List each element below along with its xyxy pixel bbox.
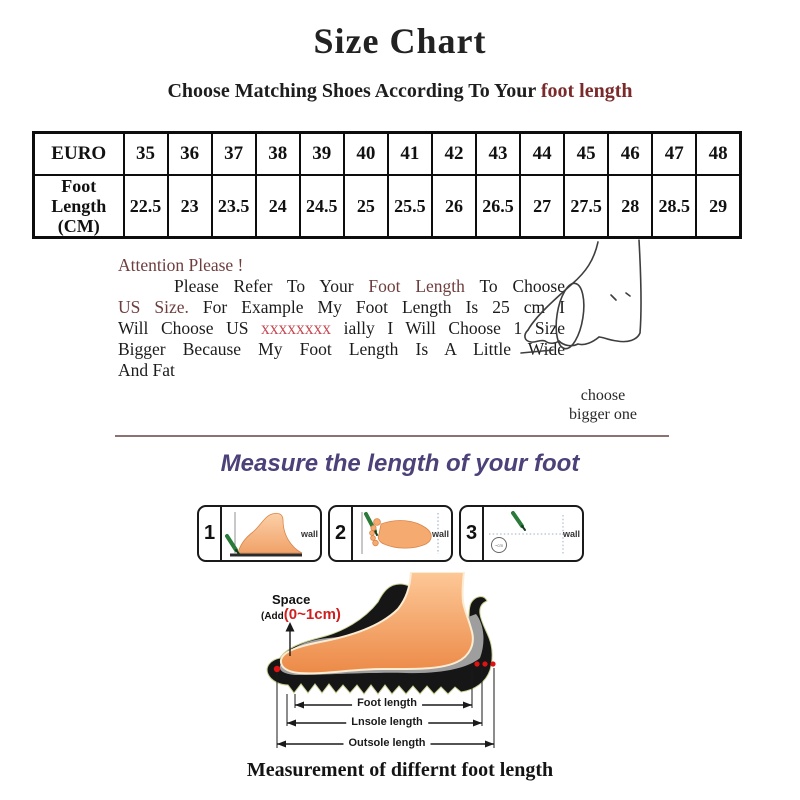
attention-line: [118, 360, 565, 381]
space-label: Space: [272, 592, 311, 607]
attention-line: [118, 297, 565, 318]
size-table: [32, 131, 742, 239]
step-panel-1: [197, 505, 322, 562]
sketch-note-line2: bigger one: [569, 406, 637, 423]
sketch-toes-line: [525, 330, 599, 346]
heel-dot: [474, 661, 479, 666]
attention-segment: Will Choose US: [118, 318, 262, 338]
toe-dot: [274, 666, 280, 672]
attention-segment: For Example My Foot Length Is 25 cm I: [188, 297, 566, 317]
size-cell: 48: [696, 133, 740, 176]
size-cell: 35: [124, 133, 168, 176]
attention-block: [118, 255, 565, 381]
sketch-note: [538, 386, 668, 424]
size-cell: 25.5: [388, 175, 432, 238]
space-add-label: [261, 606, 341, 624]
row-header: EURO: [34, 133, 124, 176]
side-foot-shape: [238, 513, 302, 553]
heel-dot: [482, 661, 487, 666]
size-cell: 46: [608, 133, 652, 176]
size-cell: 42: [432, 133, 476, 176]
size-cell: 24.5: [300, 175, 344, 238]
space-add-range: (0~1cm): [283, 606, 341, 623]
sketch-note-line1: choose: [580, 387, 626, 404]
insole-length-label: Lnsole length: [346, 716, 428, 728]
size-table-body: [34, 133, 741, 238]
attention-line: [118, 339, 565, 360]
size-cell: 43: [476, 133, 520, 176]
sketch-shin-line: [528, 242, 598, 330]
size-cell: 28: [608, 175, 652, 238]
size-cell: 45: [564, 133, 608, 176]
size-cell: 23: [168, 175, 212, 238]
size-cell: 23.5: [212, 175, 256, 238]
sketch-heel-line: [599, 240, 641, 342]
size-cell: 40: [344, 133, 388, 176]
attention-paragraph: [118, 276, 565, 381]
measure-steps-row: [197, 505, 584, 562]
attention-segment: Bigger Because My Foot Length Is A Little Wide: [118, 339, 565, 359]
outsole-length-label: Outsole length: [344, 737, 431, 749]
subtitle-highlight: foot length: [540, 80, 633, 102]
size-cell: 36: [168, 133, 212, 176]
sketch-callout-line: [521, 350, 553, 353]
size-cell: 29: [696, 175, 740, 238]
foot-length-label: Foot length: [352, 697, 422, 709]
size-cell: 41: [388, 133, 432, 176]
size-cell: 37: [212, 133, 256, 176]
attention-segment: ially I Will Choose 1 Size: [331, 318, 565, 338]
attention-segment: And Fat: [118, 360, 175, 380]
attention-segment: US Size.: [118, 297, 189, 317]
step-number: 1: [199, 507, 222, 560]
size-cell: 27: [520, 175, 564, 238]
attention-segment: Foot Length: [368, 276, 465, 296]
step-panel-3: [459, 505, 584, 562]
size-cell: 26.5: [476, 175, 520, 238]
subtitle: [0, 80, 800, 103]
subtitle-prefix: Choose Matching Shoes According To Your: [167, 80, 541, 102]
step-panel-2: [328, 505, 453, 562]
size-cell: 26: [432, 175, 476, 238]
measure-heading: Measure the length of your foot: [220, 450, 580, 477]
size-cell: 39: [300, 133, 344, 176]
attention-segment: To Choose: [464, 276, 566, 296]
size-cell: 44: [520, 133, 564, 176]
size-cell: 22.5: [124, 175, 168, 238]
size-cell: 47: [652, 133, 696, 176]
bottom-caption: Measurement of differnt foot length: [246, 759, 554, 781]
wall-label: wall: [300, 528, 318, 539]
size-cell: 27.5: [564, 175, 608, 238]
space-add-prefix: (Add: [261, 611, 284, 622]
row-header: Foot Length (CM): [34, 175, 124, 238]
page-title: Size Chart: [313, 21, 487, 61]
heel-dot: [490, 661, 495, 666]
tape-circle-label: ~cm: [494, 543, 504, 548]
table-row: [34, 133, 741, 176]
size-cell: 28.5: [652, 175, 696, 238]
wall-label: wall: [562, 528, 580, 539]
size-cell: 38: [256, 133, 300, 176]
step-number: 2: [330, 507, 353, 560]
wall-label: wall: [431, 528, 449, 539]
attention-segment: Please Refer To Your: [174, 276, 369, 296]
marker-pen-icon: [513, 513, 522, 526]
footprint-shape: [370, 519, 432, 549]
attention-line: [118, 276, 565, 297]
table-row: [34, 175, 741, 238]
size-cell: 25: [344, 175, 388, 238]
attention-heading: Attention Please !: [118, 255, 244, 275]
size-cell: 24: [256, 175, 300, 238]
step-number: 3: [461, 507, 484, 560]
section-divider: [115, 435, 669, 437]
foot-sketch-illustration: [520, 236, 768, 376]
attention-segment: xxxxxxxx: [261, 318, 332, 338]
attention-line: [118, 318, 565, 339]
sketch-ankle-marks: [611, 293, 630, 300]
sketch-measure-loop: [552, 281, 588, 350]
marker-pen-tip: [522, 526, 525, 530]
